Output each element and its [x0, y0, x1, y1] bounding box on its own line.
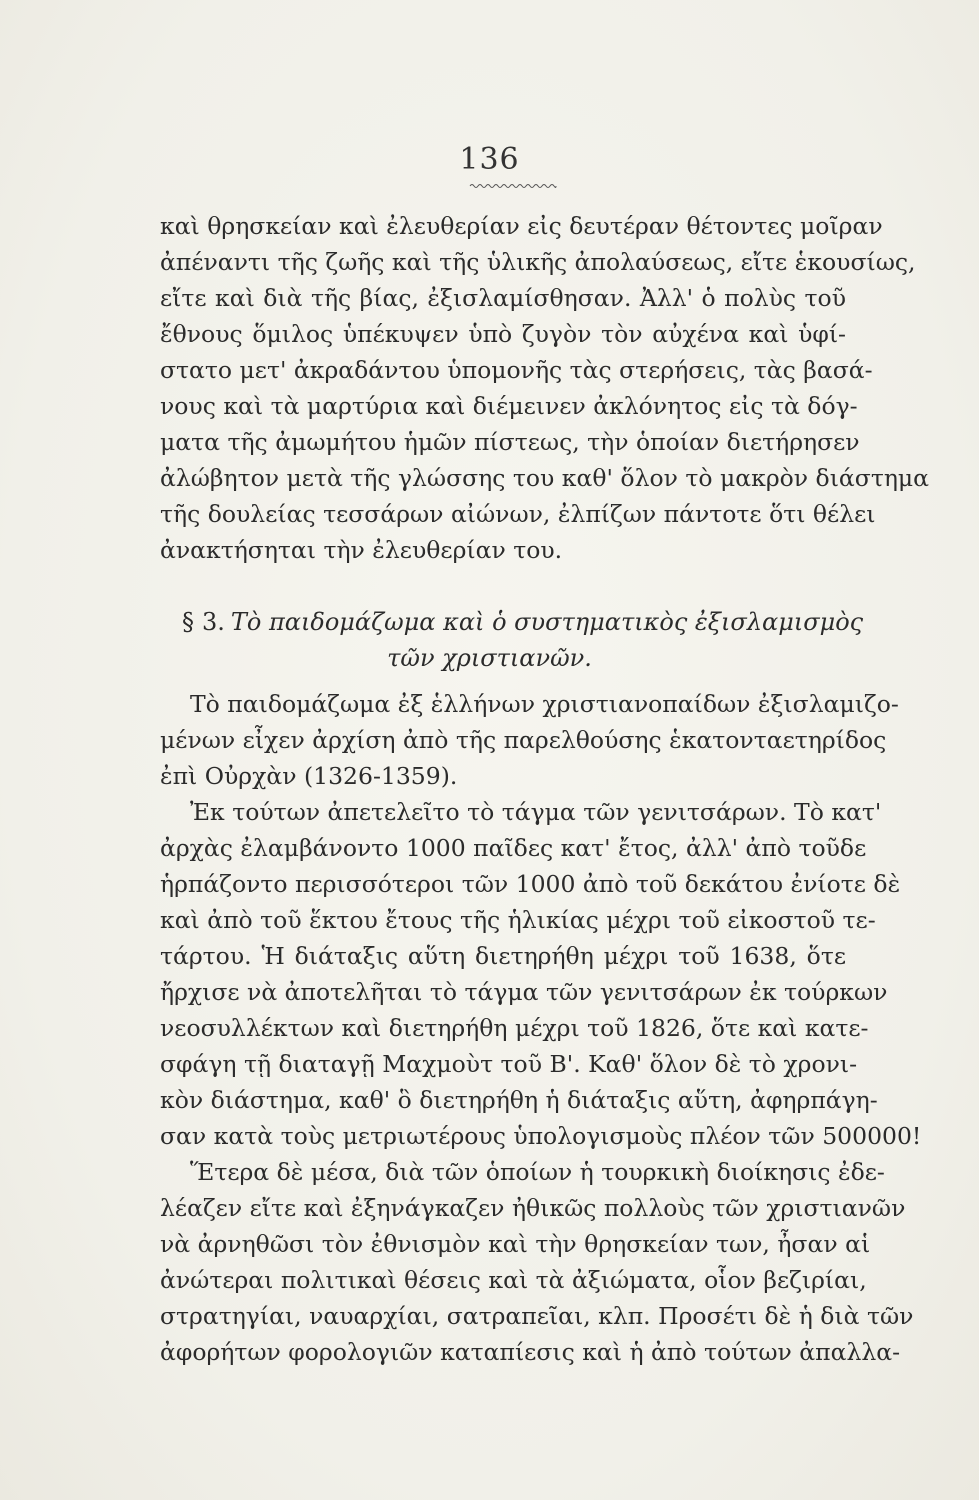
text-line: καὶ θρησκείαν καὶ ἐλευθερίαν εἰς δευτέραν θέτοντες μοῖραν: [160, 212, 883, 240]
text-line: ἀνώτεραι πολιτικαὶ θέσεις καὶ τὰ ἀξιώματα, οἷον βεζιρίαι,: [160, 1266, 867, 1294]
text-line: ματα τῆς ἀμωμήτου ἡμῶν πίστεως, τὴν ὁποίαν διετήρησεν: [160, 428, 860, 456]
text-line: τῆς δουλείας τεσσάρων αἰώνων, ἐλπίζων πάντοτε ὅτι θέλει: [160, 500, 876, 528]
text-line: Τὸ παιδομάζωμα ἐξ ἑλλήνων χριστιανοπαίδων ἐξισλαμιζο-: [190, 690, 899, 718]
text-line: στρατηγίαι, ναυαρχίαι, σατραπεῖαι, κλπ. Προσέτι δὲ ἡ διὰ τῶν: [160, 1302, 914, 1330]
text-line: νεοσυλλέκτων καὶ διετηρήθη μέχρι τοῦ 1826, ὅτε καὶ κατε-: [160, 1014, 869, 1042]
text-line: ἡρπάζοντο περισσότεροι τῶν 1000 ἀπὸ τοῦ δεκάτου ἐνίοτε δὲ: [160, 870, 901, 898]
text-line: κὸν διάστημα, καθ' ὃ διετηρήθη ἡ διάταξις αὕτη, ἀφηρπάγη-: [160, 1086, 878, 1114]
text-line: ἀπέναντι τῆς ζωῆς καὶ τῆς ὑλικῆς ἀπολαύσεως, εἴτε ἑκουσίως,: [160, 248, 916, 276]
section-title-continued: τῶν χριστιανῶν.: [387, 644, 592, 672]
section-title: Τὸ παιδομάζωμα καὶ ὁ συστηματικὸς ἐξισλαμισμὸς: [230, 608, 864, 636]
text-line: ἔθνους ὅμιλος ὑπέκυψεν ὑπὸ ζυγὸν τὸν αὐχένα καὶ ὑφί-: [160, 320, 846, 348]
text-line: τάρτου. Ἡ διάταξις αὕτη διετηρήθη μέχρι τοῦ 1638, ὅτε: [160, 942, 846, 970]
text-line: λέαζεν εἴτε καὶ ἐξηνάγκαζεν ἠθικῶς πολλοὺς τῶν χριστιανῶν: [160, 1194, 906, 1222]
text-line: καὶ ἀπὸ τοῦ ἕκτου ἔτους τῆς ἡλικίας μέχρι τοῦ εἰκοστοῦ τε-: [160, 906, 876, 934]
section-heading: [160, 604, 864, 640]
text-line: ἀρχὰς ἐλαμβάνοντο 1000 παῖδες κατ' ἔτος, ἀλλ' ἀπὸ τοῦδε: [160, 834, 867, 862]
page-number: 136: [459, 142, 520, 177]
text-line: ἀφορήτων φορολογιῶν καταπίεσις καὶ ἡ ἀπὸ τούτων ἀπαλλα-: [160, 1338, 901, 1366]
text-line: ἤρχισε νὰ ἀποτελῆται τὸ τάγμα τῶν γενιτσάρων ἐκ τούρκων: [160, 978, 888, 1006]
text-line: σαν κατὰ τοὺς μετριωτέρους ὑπολογισμοὺς πλέον τῶν 500000!: [160, 1122, 922, 1150]
text-line: στατο μετ' ἀκραδάντου ὑπομονῆς τὰς στερήσεις, τὰς βασά-: [160, 356, 873, 384]
text-line: εἴτε καὶ διὰ τῆς βίας, ἐξισλαμίσθησαν. Ἀλλ' ὁ πολὺς τοῦ: [160, 284, 846, 312]
text-line: ἀνακτήσηται τὴν ἐλευθερίαν του.: [160, 536, 563, 564]
text-line: μένων εἶχεν ἀρχίση ἀπὸ τῆς παρελθούσης ἑκατονταετηρίδος: [160, 726, 887, 754]
text-line: ἀλώβητον μετὰ τῆς γλώσσης του καθ' ὅλον τὸ μακρὸν διάστημα: [160, 464, 930, 492]
section-symbol: §: [182, 608, 194, 636]
text-line: ἐπὶ Οὐρχὰν (1326-1359).: [160, 762, 458, 790]
section-number: 3.: [202, 608, 225, 636]
text-line: Ἕτερα δὲ μέσα, διὰ τῶν ὁποίων ἡ τουρκικὴ διοίκησις ἐδε-: [190, 1158, 885, 1186]
text-line: σφάγη τῇ διαταγῇ Μαχμοὺτ τοῦ Β'. Καθ' ὅλον δὲ τὸ χρονι-: [160, 1050, 858, 1078]
text-line: Ἐκ τούτων ἀπετελεῖτο τὸ τάγμα τῶν γενιτσάρων. Τὸ κατ': [190, 798, 882, 826]
wavy-rule-ornament: [470, 183, 556, 189]
text-line: νὰ ἀρνηθῶσι τὸν ἐθνισμὸν καὶ τὴν θρησκείαν των, ἦσαν αἱ: [160, 1230, 871, 1258]
text-line: νους καὶ τὰ μαρτύρια καὶ διέμεινεν ἀκλόνητος εἰς τὰ δόγ-: [160, 392, 858, 420]
